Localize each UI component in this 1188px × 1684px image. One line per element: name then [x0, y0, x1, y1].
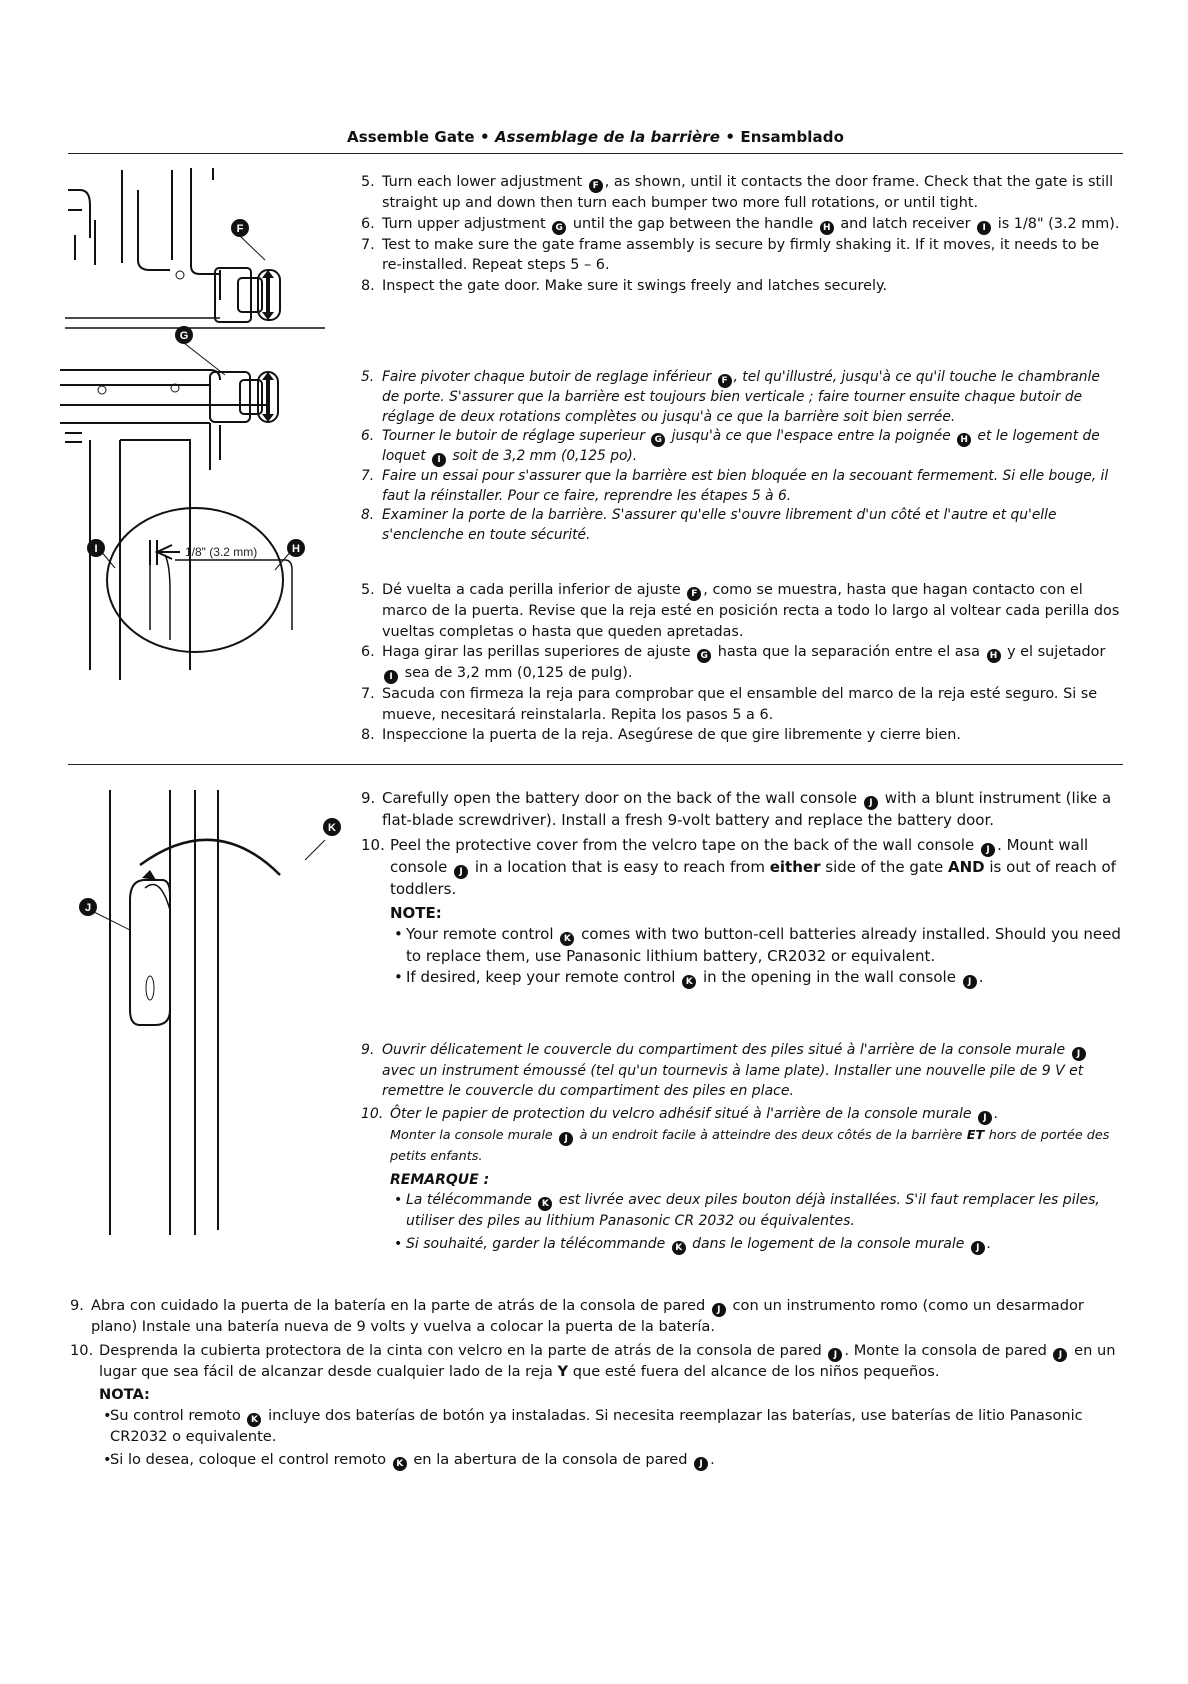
section1-french	[361, 368, 1121, 545]
step-5-en	[361, 172, 1121, 214]
callout-badge: J	[559, 1132, 573, 1146]
bullet-text: .	[986, 1236, 992, 1252]
callout-badge: K	[560, 932, 574, 946]
callout-badge: J	[981, 843, 995, 857]
step-text: Sacuda con firmeza la reja para comprobar que el ensamble del marco de la reja esté seguro. Si se mueve, necesitará reinstalarla. Repita los pasos 5 a 6.	[382, 686, 1098, 723]
wall-console-figure	[70, 780, 370, 1240]
step-text: sea de 3,2 mm (0,125 de pulg).	[404, 665, 633, 681]
step-text: Turn upper adjustment	[382, 215, 546, 232]
step-text: Faire pivoter chaque butoir de reglage inférieur	[382, 369, 712, 385]
callout-badge: F	[687, 587, 701, 601]
header-title-en: Assemble Gate	[346, 128, 475, 146]
step-number: 10.	[70, 1341, 94, 1359]
step-number: 7.	[361, 236, 375, 253]
step-text: until the gap between the handle	[572, 215, 814, 232]
callout-badge: K	[247, 1413, 261, 1427]
header-separator: •	[725, 128, 736, 146]
step-text: Haga girar las perillas superiores de ajuste	[382, 644, 691, 660]
callout-badge: H	[957, 433, 971, 447]
step-10-en	[361, 835, 1125, 900]
step-text: is out of reach of toddlers.	[390, 858, 1116, 898]
callout-badge: G	[651, 433, 665, 447]
bullet-text: in the opening in the wall console	[703, 968, 956, 986]
bullet-text: Si lo desea, coloque el control remoto	[110, 1451, 387, 1468]
header-rule	[68, 153, 1123, 154]
step-text: .	[993, 1106, 999, 1122]
note-bullet	[70, 1406, 1130, 1448]
step-number: 9.	[70, 1297, 84, 1314]
callout-badge: G	[697, 649, 711, 663]
step-text: à un endroit facile à atteindre des deux côtés de la barrière	[579, 1128, 963, 1143]
step-number: 5.	[361, 369, 375, 385]
callout-badge: K	[393, 1457, 407, 1471]
callout-badge: J	[971, 1241, 985, 1255]
step-text: , tel qu'illustré, jusqu'à ce qu'il touche le chambranle de porte. S'assurer que la barrière est toujours bien verticale ; faire tourner ensuite chaque butoir de réglage de deux rotations complètes ou jusqu'à ce que la barrière soit bien serrée.	[382, 369, 1100, 425]
step-text: Examiner la porte de la barrière. S'assurer qu'elle s'ouvre librement d'un côté et l'autre et qu'elle s'enclenche en toute sécurité.	[382, 507, 1057, 543]
label-h: H	[292, 543, 300, 555]
label-f: F	[236, 223, 244, 235]
note-bullet	[361, 967, 1125, 989]
note-bullet	[361, 924, 1125, 967]
figure-lines	[60, 168, 325, 680]
step-text: Peel the protective cover from the velcro tape on the back of the wall console	[390, 836, 975, 854]
bullet-text: Your remote control	[406, 925, 554, 943]
step-text: con un instrumento romo (como un desarmador plano) Instale una batería nueva de 9 volts y vuelva a colocar la puerta de la batería.	[91, 1297, 1084, 1335]
bullet-text: dans le logement de la console murale	[692, 1236, 965, 1252]
step-number: 6.	[361, 215, 375, 232]
step-text: avec un instrument émoussé (tel qu'un tournevis à lame plate). Installer une nouvelle pile de 9 V et remettre le couvercle du compartiment des piles en place.	[382, 1063, 1084, 1099]
step-text: . Monte la consola de pared	[844, 1341, 1047, 1359]
step-text: and latch receiver	[840, 215, 971, 232]
step-number: 5.	[361, 174, 375, 190]
callout-j	[79, 898, 97, 916]
step-text: en un lugar que sea fácil de alcanzar desde cualquier lado de la reja	[99, 1341, 1116, 1380]
section-rule	[68, 764, 1123, 765]
callout-badge: J	[828, 1348, 842, 1362]
callout-h	[287, 539, 305, 557]
callout-badge: I	[384, 670, 398, 684]
gate-adjustment-figure	[60, 160, 350, 680]
step-text: Carefully open the battery door on the back of the wall console	[382, 789, 858, 807]
emphasis: either	[769, 858, 821, 876]
note-heading: NOTA:	[99, 1386, 150, 1403]
callout-badge: H	[820, 221, 834, 235]
section1-english	[361, 172, 1121, 296]
step-5-es	[361, 580, 1121, 642]
step-text: Dé vuelta a cada perilla inferior de ajuste	[382, 582, 681, 598]
step-text: et le logement de loquet	[382, 428, 1100, 464]
section2-spanish	[70, 1296, 1130, 1471]
step-9-en	[361, 788, 1125, 831]
step-text: hors de portée des petits enfants.	[390, 1128, 1110, 1164]
callout-badge: F	[718, 374, 732, 388]
step-text: . Mount wall console	[390, 836, 1089, 876]
label-k: K	[328, 822, 336, 834]
step-text: is 1/8" (3.2 mm).	[997, 215, 1120, 232]
step-number: 9.	[361, 789, 376, 807]
label-g: G	[179, 330, 189, 342]
step-text: side of the gate	[825, 858, 944, 876]
callout-badge: J	[864, 796, 878, 810]
step-text: , como se muestra, hasta que hagan contacto con el marco de la puerta. Revise que la reja esté en posición recta a todo lo largo al voltear cada perilla dos vueltas completas o hasta que queden apretadas.	[382, 582, 1120, 640]
callout-k	[323, 818, 341, 836]
emphasis: ET	[966, 1128, 985, 1143]
bullet-text: .	[978, 968, 984, 986]
bullet-text: en la abertura de la consola de pared	[413, 1451, 688, 1468]
bullet-text: incluye dos baterías de botón ya instaladas. Si necesita reemplazar las baterías, use baterías de litio Panasonic CR2032 o equivalente.	[110, 1406, 1083, 1445]
callout-badge: J	[712, 1303, 726, 1317]
bullet-text: Su control remoto	[110, 1406, 241, 1424]
callout-badge: F	[589, 179, 603, 193]
step-text: with a blunt instrument (like a flat-blade screwdriver). Install a fresh 9-volt battery and replace the battery door.	[382, 789, 1112, 829]
bullet-text: If desired, keep your remote control	[406, 968, 676, 986]
step-number: 9.	[361, 1042, 375, 1058]
page-header	[68, 128, 1123, 146]
step-8-fr	[361, 506, 1121, 545]
label-j: J	[84, 902, 92, 914]
step-text: Abra con cuidado la puerta de la batería en la parte de atrás de la consola de pared	[91, 1297, 706, 1314]
header-title-fr: Assemblage de la barrière	[494, 128, 721, 146]
step-number: 8.	[361, 727, 375, 743]
note-heading: NOTE:	[390, 904, 442, 922]
step-number: 8.	[361, 507, 375, 523]
step-text: Inspect the gate door. Make sure it swings freely and latches securely.	[382, 277, 888, 294]
note-bullet	[361, 1234, 1125, 1255]
callout-f	[231, 219, 249, 237]
step-text: hasta que la separación entre el asa	[717, 644, 980, 660]
step-7-es	[361, 684, 1121, 725]
step-5-fr	[361, 368, 1121, 427]
step-number: 7.	[361, 686, 375, 702]
callout-badge: K	[672, 1241, 686, 1255]
step-text: Ouvrir délicatement le couvercle du compartiment des piles situé à l'arrière de la console murale	[382, 1042, 1066, 1058]
step-6-es	[361, 642, 1121, 684]
step-text: jusqu'à ce que l'espace entre la poignée	[671, 428, 951, 444]
step-text: soit de 3,2 mm (0,125 po).	[452, 448, 638, 464]
step-number: 6.	[361, 644, 375, 660]
emphasis: AND	[947, 858, 985, 876]
step-9-fr	[361, 1040, 1125, 1101]
callout-badge: J	[963, 975, 977, 989]
step-7-fr	[361, 467, 1121, 506]
bullet-text: La télécommande	[406, 1192, 532, 1208]
note-heading: REMARQUE :	[390, 1172, 490, 1188]
step-text: y el sujetador	[1007, 644, 1106, 660]
step-text: Monter la console murale	[390, 1128, 553, 1143]
callout-badge: J	[1053, 1348, 1067, 1362]
callout-badge: J	[694, 1457, 708, 1471]
section2-french	[361, 1040, 1125, 1255]
section1-spanish	[361, 580, 1121, 746]
step-6-en	[361, 214, 1121, 235]
callout-i	[87, 539, 105, 557]
step-text: Ôter le papier de protection du velcro adhésif situé à l'arrière de la console murale	[390, 1106, 972, 1122]
header-title-es: Ensamblado	[740, 128, 845, 146]
step-number: 6.	[361, 428, 375, 444]
callout-g	[175, 326, 193, 344]
step-text: Test to make sure the gate frame assembly is secure by firmly shaking it. If it moves, it needs to be re-installed. Repeat steps 5 – 6.	[382, 236, 1100, 273]
step-10-fr	[361, 1104, 1125, 1167]
callout-badge: J	[1072, 1047, 1086, 1061]
bullet-text: Si souhaité, garder la télécommande	[406, 1236, 666, 1252]
step-8-en	[361, 276, 1121, 297]
step-6-fr	[361, 427, 1121, 467]
step-number: 10.	[361, 836, 385, 854]
step-text: in a location that is easy to reach from	[474, 858, 765, 876]
callout-badge: G	[552, 221, 566, 235]
callout-badge: K	[682, 975, 696, 989]
step-text: Desprenda la cubierta protectora de la cinta con velcro en la parte de atrás de la consola de pared	[99, 1341, 822, 1359]
callout-badge: I	[977, 221, 991, 235]
note-bullet	[361, 1190, 1125, 1231]
step-text: Faire un essai pour s'assurer que la barrière est bien bloquée en la secouant fermement. Si elle bouge, il faut la réinstaller. Pour ce faire, reprendre les étapes 5 à 6.	[382, 468, 1109, 504]
label-i: I	[94, 543, 98, 555]
step-number: 7.	[361, 468, 375, 484]
figure2-lines	[110, 790, 325, 1235]
emphasis: Y	[557, 1362, 569, 1380]
step-text: Tourner le butoir de réglage superieur	[382, 428, 645, 444]
callout-badge: I	[432, 453, 446, 467]
step-text: que esté fuera del alcance de los niños pequeños.	[572, 1362, 940, 1380]
section2-english	[361, 788, 1125, 989]
step-text: , as shown, until it contacts the door frame. Check that the gate is still straight up and down then turn each bumper two more full rotations, or until tight.	[382, 174, 1114, 211]
step-text: Turn each lower adjustment	[382, 174, 583, 190]
step-10-es	[70, 1341, 1130, 1383]
bullet-text: comes with two button-cell batteries already installed. Should you need to replace them, use Panasonic lithium battery, CR2032 or equivalent.	[406, 925, 1121, 965]
bullet-text: .	[710, 1451, 715, 1468]
callout-badge: J	[454, 865, 468, 879]
step-7-en	[361, 235, 1121, 276]
step-9-es	[70, 1296, 1130, 1338]
step-text: Inspeccione la puerta de la reja. Asegúrese de que gire libremente y cierre bien.	[382, 727, 961, 743]
step-number: 10.	[361, 1106, 384, 1122]
callout-badge: K	[538, 1197, 552, 1211]
bullet-text: est livrée avec deux piles bouton déjà installées. S'il faut remplacer les piles, utiliser des piles au lithium Panasonic CR 2032 ou équivalentes.	[406, 1192, 1100, 1229]
callout-badge: J	[978, 1111, 992, 1125]
step-number: 5.	[361, 582, 375, 598]
note-bullet	[70, 1450, 1130, 1471]
figure-arrows	[262, 270, 274, 422]
header-separator: •	[479, 128, 490, 146]
step-number: 8.	[361, 277, 375, 294]
gap-dimension-label: 1/8" (3.2 mm)	[185, 545, 258, 559]
callout-badge: H	[987, 649, 1001, 663]
step-8-es	[361, 725, 1121, 746]
